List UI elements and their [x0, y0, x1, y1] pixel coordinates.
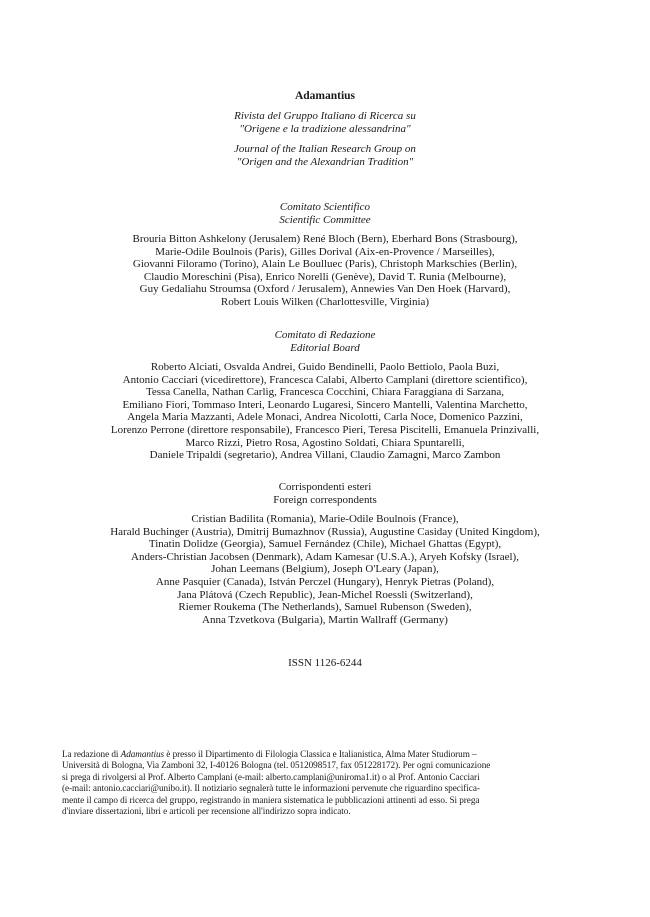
member-line: Johan Leemans (Belgium), Joseph O'Leary (Japan),	[211, 563, 439, 576]
member-line: Claudio Moreschini (Pisa), Enrico Norelli (Genève), David T. Runia (Melbourne),	[143, 270, 507, 283]
subtitle-line: "Origen and the Alexandrian Tradition"	[236, 155, 414, 168]
editorial-address-note	[62, 749, 568, 817]
foreign-correspondents-heading	[0, 481, 650, 506]
journal-subtitle-italian	[0, 110, 650, 135]
member-line: Brouria Bitton Ashkelony (Jerusalem) René Bloch (Bern), Eberhard Bons (Strasbourg),	[132, 233, 518, 245]
footer-line: La redazione di Adamantius è presso il Dipartimento di Filologia Classica e Italianistica, Alma Mater Studiorum –	[62, 749, 477, 759]
member-line: Jana Plátová (Czech Republic), Jean-Michel Roessli (Switzerland),	[177, 588, 473, 601]
member-line: Giovanni Filoramo (Torino), Alain Le Boulluec (Paris), Christoph Markschies (Berlin),	[132, 258, 518, 271]
heading-english: Foreign correspondents	[273, 493, 377, 506]
heading-italian: Corrispondenti esteri	[278, 481, 372, 493]
scientific-committee-members	[0, 233, 650, 309]
member-line: Cristian Badilita (Romania), Marie-Odile Boulnois (France),	[191, 513, 459, 525]
subtitle-line: "Origene e la tradizione alessandrina"	[239, 122, 411, 135]
scientific-committee-heading	[0, 201, 650, 226]
member-line: Guy Gedaliahu Stroumsa (Oxford / Jerusalem), Annewies Van Den Hoek (Harvard),	[139, 283, 511, 296]
editorial-board-members	[0, 361, 650, 462]
editorial-board-heading	[0, 329, 650, 354]
heading-english: Editorial Board	[290, 341, 360, 354]
member-line: Riemer Roukema (The Netherlands), Samuel Rubenson (Sweden),	[178, 601, 472, 614]
issn-number: ISSN 1126-6244	[288, 657, 362, 669]
journal-title: Adamantius	[294, 90, 356, 102]
member-line: Emiliano Fiori, Tommaso Interi, Leonardo Lugaresi, Sincero Mantelli, Valentina Marchetto,	[122, 398, 528, 411]
member-line: Roberto Alciati, Osvalda Andrei, Guido Bendinelli, Paolo Bettiolo, Paola Buzi,	[150, 361, 500, 373]
member-line: Antonio Cacciari (vicedirettore), Francesca Calabi, Alberto Camplani (direttore scientifico),	[122, 373, 528, 386]
footer-line: (e-mail: antonio.cacciari@unibo.it). Il notiziario segnalerà tutte le informazioni pervenute che riguardino specifica-	[62, 783, 480, 794]
footer-line: mente il campo di ricerca del gruppo, registrando in maniera sistematica le pubblicazioni attinenti ad esso. Si prega	[62, 794, 480, 805]
member-line: Lorenzo Perrone (direttore responsabile), Francesco Pieri, Teresa Piscitelli, Emanuela Prinzivalli,	[110, 423, 540, 436]
member-line: Daniele Tripaldi (segretario), Andrea Villani, Claudio Zamagni, Marco Zambon	[149, 449, 501, 462]
member-line: Tinatin Dolidze (Georgia), Samuel Fernández (Chile), Michael Ghattas (Egypt),	[148, 538, 502, 551]
member-line: Anne Pasquier (Canada), István Perczel (Hungary), Henryk Pietras (Poland),	[155, 575, 495, 588]
member-line: Anders-Christian Jacobsen (Denmark), Adam Kamesar (U.S.A.), Aryeh Kofsky (Israel),	[131, 550, 519, 563]
heading-italian: Comitato di Redazione	[274, 329, 376, 341]
heading-english: Scientific Committee	[279, 213, 371, 226]
journal-name-italic: Adamantius	[120, 749, 165, 759]
member-line: Angela Maria Mazzanti, Adele Monaci, Andrea Nicolotti, Carla Noce, Domenico Pazzini,	[127, 411, 523, 424]
member-line: Harald Buchinger (Austria), Dmitrij Bumazhnov (Russia), Augustine Casiday (United Kingdom),	[110, 525, 540, 538]
footer-line: Università di Bologna, Via Zamboni 32, I-40126 Bologna (tel. 0512098517, fax 051228172). Per ogni comunicazione	[62, 760, 491, 771]
member-line: Marie-Odile Boulnois (Paris), Gilles Dorival (Aix-en-Provence / Marseilles),	[155, 245, 495, 258]
foreign-correspondents-members	[0, 513, 650, 626]
journal-subtitle-english	[0, 143, 650, 168]
member-line: Marco Rizzi, Pietro Rosa, Agostino Soldati, Chiara Spuntarelli,	[185, 436, 465, 449]
member-line: Anna Tzvetkova (Bulgaria), Martin Wallraff (Germany)	[202, 613, 448, 626]
member-line: Robert Louis Wilken (Charlottesville, Virginia)	[220, 295, 430, 308]
member-line: Tessa Canella, Nathan Carlig, Francesca Cocchini, Chiara Faraggiana di Sarzana,	[145, 386, 505, 399]
heading-italian: Comitato Scientifico	[279, 201, 371, 213]
subtitle-line: Journal of the Italian Research Group on	[234, 143, 416, 155]
footer-line: si prega di rivolgersi al Prof. Alberto Camplani (e-mail: alberto.camplani@uniroma1.it) o al Prof. Antonio Cacciari	[62, 771, 480, 782]
footer-line: d'inviare dissertazioni, libri e articoli per recensione all'indirizzo sopra indicato.	[62, 806, 351, 817]
subtitle-line: Rivista del Gruppo Italiano di Ricerca su	[234, 110, 416, 122]
